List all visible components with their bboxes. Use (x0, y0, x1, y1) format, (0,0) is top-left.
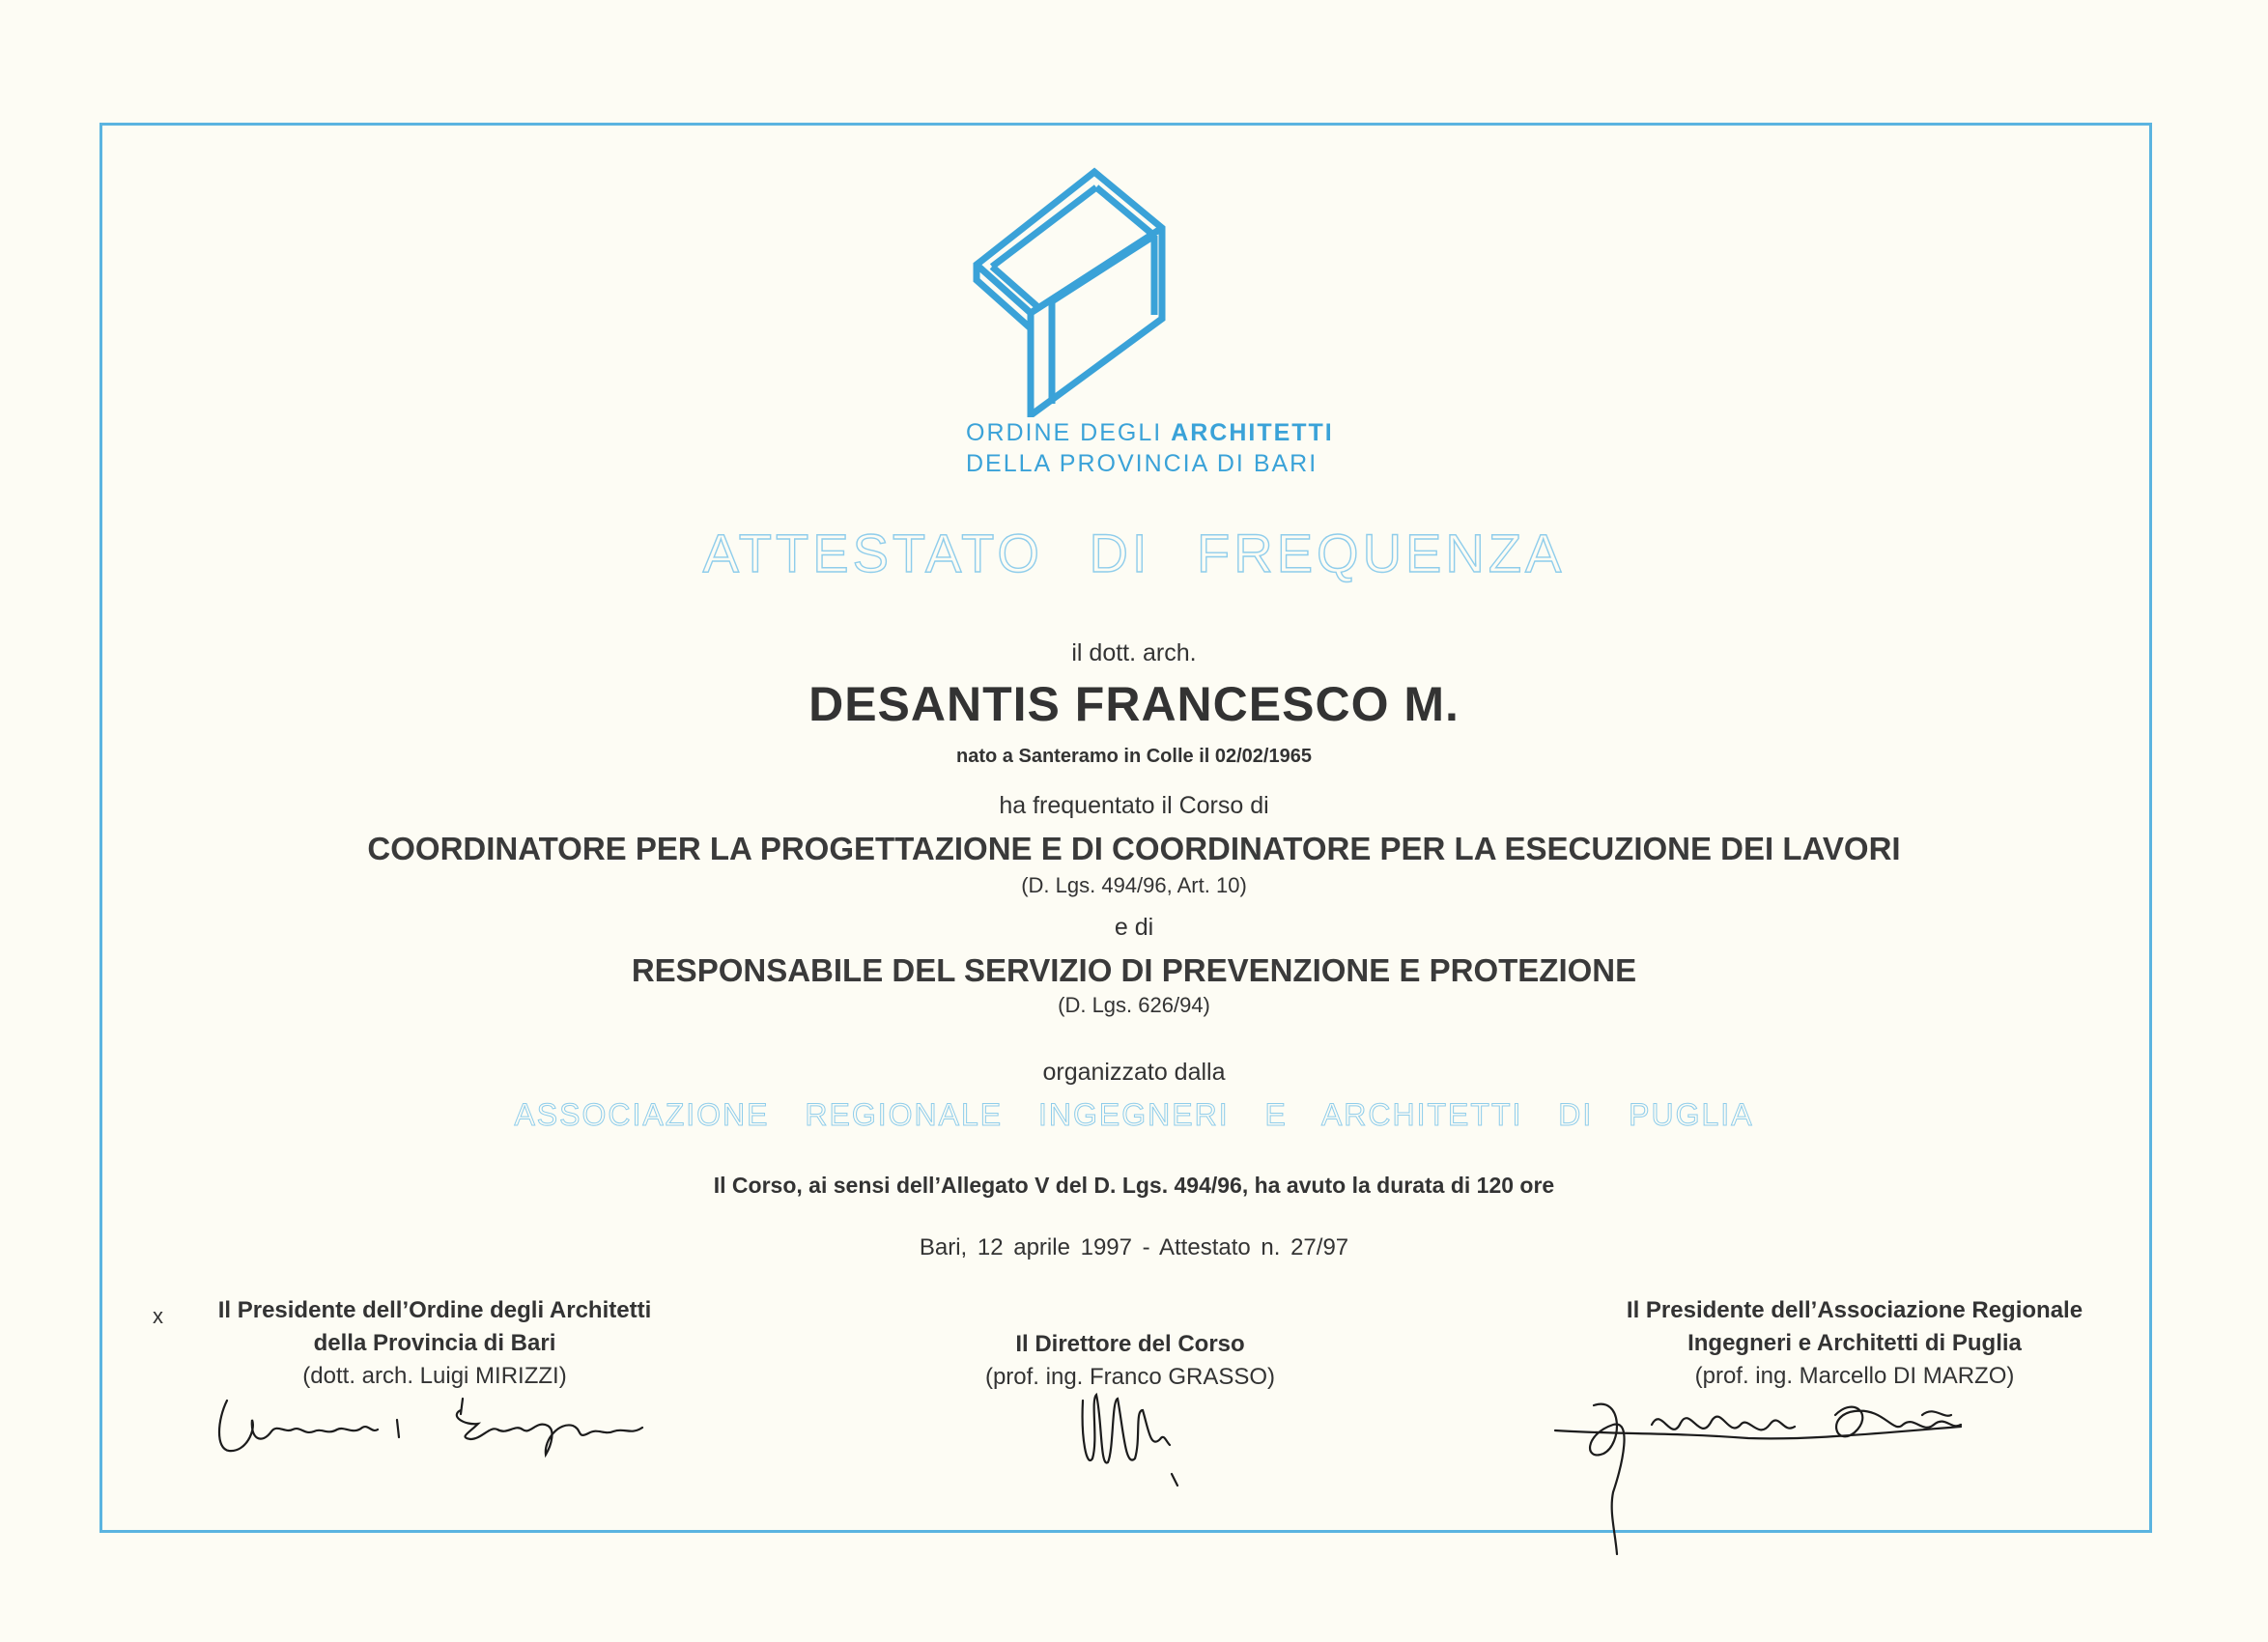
date-line: Bari, 12 aprile 1997 - Attestato n. 27/97 (919, 1234, 1349, 1260)
handwritten-signature-middle (1067, 1333, 1203, 1487)
signer-role: Il Presidente dell’Associazione Regionale (1626, 1297, 2084, 1323)
signer-name: (prof. ing. Marcello DI MARZO) (1694, 1363, 2015, 1389)
org-name-line2: DELLA PROVINCIA DI BARI (966, 450, 1318, 477)
architects-cube-icon (971, 166, 1174, 417)
check-mark: x (153, 1304, 163, 1328)
handwritten-signature-left (208, 1381, 691, 1468)
course-law-1: (D. Lgs. 494/96, Art. 10) (1021, 873, 1247, 897)
handwritten-signature-right (1555, 1376, 2077, 1560)
course-title-1: COORDINATORE PER LA PROGETTAZIONE E DI COORDINATORE PER LA ESECUZIONE DEI LAVORI (367, 831, 1901, 866)
course-law-2: (D. Lgs. 626/94) (1058, 993, 1210, 1017)
recipient-name: DESANTIS FRANCESCO M. (808, 677, 1460, 731)
signer-role: Il Presidente dell’Ordine degli Architetti (217, 1297, 652, 1323)
signer-role-2: della Provincia di Bari (313, 1330, 556, 1356)
intro-text: il dott. arch. (1071, 639, 1197, 666)
signature-block-left (184, 1294, 686, 1393)
org-name (966, 417, 1352, 479)
certificate-title: ATTESTATO DI FREQUENZA (702, 523, 1566, 583)
course-title-2: RESPONSABILE DEL SERVIZIO DI PREVENZIONE E PROTEZIONE (631, 952, 1637, 988)
duration-note: Il Corso, ai sensi dell’Allegato V del D. Lgs. 494/96, ha avuto la durata di 120 ore (713, 1173, 1555, 1198)
org-name-line1: ORDINE DEGLI ARCHITETTI (966, 419, 1334, 446)
signer-name: (prof. ing. Franco GRASSO) (984, 1364, 1276, 1390)
attended-text: ha frequentato il Corso di (999, 792, 1269, 819)
signer-role-2: Ingegneri e Architetti di Puglia (1687, 1330, 2022, 1356)
signer-name: (dott. arch. Luigi MIRIZZI) (302, 1363, 567, 1389)
organized-text: organizzato dalla (1042, 1059, 1226, 1086)
birth-info: nato a Santeramo in Colle il 02/02/1965 (956, 746, 1312, 767)
association-name: ASSOCIAZIONE REGIONALE INGEGNERI E ARCHITETTI DI PUGLIA (514, 1097, 1754, 1132)
signer-role: Il Direttore del Corso (1015, 1331, 1245, 1357)
and-text: e di (1114, 914, 1154, 941)
